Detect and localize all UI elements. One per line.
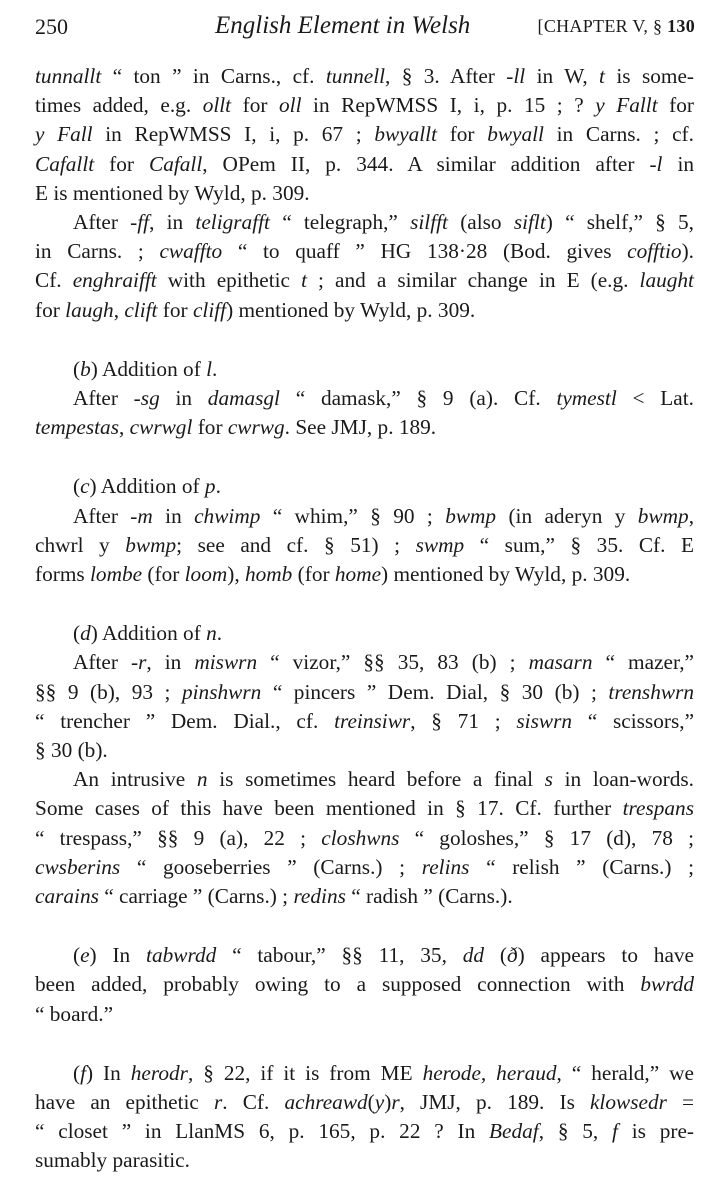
text-line: “ board.”: [35, 1001, 114, 1026]
text-line: sumably parasitic.: [35, 1148, 190, 1173]
text-line: After -m in chwimp “ whim,” § 90 ; bwmp (in aderyn y bwmp,: [73, 503, 695, 528]
chapter-prefix: [CHAPTER V, §: [537, 16, 668, 36]
text-line: “ trespass,” §§ 9 (a), 22 ; closhwns “ goloshes,” § 17 (d), 78 ;: [35, 825, 695, 850]
text-line: Cafallt for Cafall, OPem II, p. 344. A similar addition after -l in: [35, 151, 695, 176]
section-heading: (c) Addition of p.: [73, 474, 221, 499]
text-line: (f) In herodr, § 22, if it is from ME herode, heraud, “ herald,” we: [73, 1060, 694, 1085]
page-number: 250: [35, 14, 68, 39]
text-line: forms lombe (for loom), homb (for home) mentioned by Wyld, p. 309.: [35, 562, 631, 586]
text-line: “ trencher ” Dem. Dial., cf. treinsiwr, § 71 ; siswrn “ scissors,”: [35, 708, 695, 733]
text-line: in Carns. ; cwaffto “ to quaff ” HG 138·28 (Bod. gives cofftio).: [35, 239, 694, 264]
text-line: (e) In tabwrdd “ tabour,” §§ 11, 35, dd (ð) appears to have: [73, 943, 694, 968]
text-line: Cf. enghraifft with epithetic t ; and a similar change in E (e.g. laught: [35, 268, 694, 293]
text-line: After -ff, in teligrafft “ telegraph,” silfft (also siflt) “ shelf,” § 5,: [73, 210, 694, 234]
chapter-reference: [538, 16, 695, 37]
text-line: tempestas, cwrwgl for cwrwg. See JMJ, p. 189.: [35, 415, 437, 440]
text-line: After -r, in miswrn “ vizor,” §§ 35, 83 (b) ; masarn “ mazer,”: [73, 650, 694, 675]
running-title: English Element in Welsh: [215, 12, 471, 39]
text-line: § 30 (b).: [35, 738, 108, 762]
running-header: [35, 12, 695, 42]
text-line: E is mentioned by Wyld, p. 309.: [35, 180, 310, 205]
text-line: “ closet ” in LlanMS 6, p. 165, p. 22 ? In Bedaf, § 5, f is pre-: [35, 1119, 694, 1144]
chapter-section-number: 130: [667, 16, 695, 36]
text-line: have an epithetic r. Cf. achreawd(y)r, JMJ, p. 189. Is klowsedr =: [35, 1090, 695, 1114]
text-line: After -sg in damasgl “ damask,” § 9 (a). Cf. tymestl < Lat.: [73, 386, 694, 410]
text-line: cwsberins “ gooseberries ” (Carns.) ; relins “ relish ” (Carns.) ;: [35, 854, 695, 879]
text-line: for laugh, clift for cliff) mentioned by Wyld, p. 309.: [35, 297, 476, 322]
text-line: times added, e.g. ollt for oll in RepWMSS I, i, p. 15 ; ? y Fallt for: [35, 93, 695, 118]
text-line: chwrl y bwmp; see and cf. § 51) ; swmp “ sum,” § 35. Cf. E: [35, 532, 695, 557]
section-heading: (d) Addition of n.: [73, 621, 223, 646]
text-line: tunnallt “ ton ” in Carns., cf. tunnell, § 3. After -ll in W, t is some-: [35, 64, 694, 88]
text-line: Some cases of this have been mentioned in § 17. Cf. further trespans: [35, 796, 694, 821]
text-line: y Fall in RepWMSS I, i, p. 67 ; bwyallt for bwyall in Carns. ; cf.: [35, 122, 694, 147]
text-line: §§ 9 (b), 93 ; pinshwrn “ pincers ” Dem. Dial, § 30 (b) ; trenshwrn: [35, 679, 695, 704]
section-heading: (b) Addition of l.: [73, 356, 218, 381]
text-line: An intrusive n is sometimes heard before a final s in loan-words.: [73, 767, 694, 792]
text-line: carains “ carriage ” (Carns.) ; redins “ radish ” (Carns.).: [35, 884, 513, 908]
text-line: been added, probably owing to a supposed connection with bwrdd: [35, 972, 694, 997]
